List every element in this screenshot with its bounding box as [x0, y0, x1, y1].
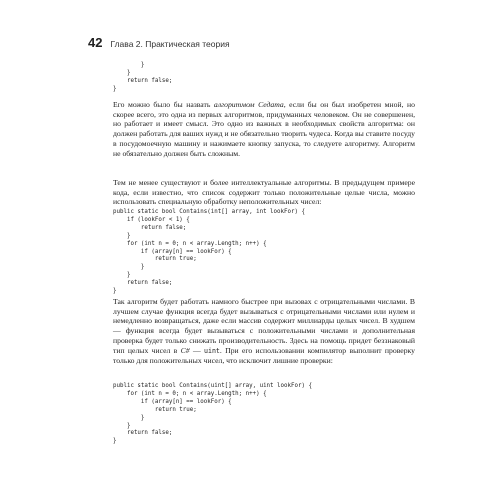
code-block-contains-uint: public static bool Contains(uint[] array, uint lookFor) { for (int n = 0; n < array.Length; n++) { if (array[n] == lookFor) { return true; } } return false; } [113, 383, 312, 445]
code-block-fragment: } } return false; } [113, 62, 173, 92]
language-name-italic: C# [180, 345, 190, 355]
paragraph-text: — [189, 345, 204, 355]
code-block-contains-int: public static bool Contains(int[] array, int lookFor) { if (lookFor < 1) { return false; } for (int n = 0; n < array.Length; n++) { if (array[n] == lookFor) { return true; } } return false; } [113, 209, 305, 295]
paragraph-text: Его можно было бы назвать [113, 100, 214, 109]
paragraph-text: Так алгоритм будет работать намного быстрее при вызовах с отрицательными числами. В лучшем случае функция всегда будет вызываться с отрицательными числами или нулем и немедленно возвращаться, даже если массив содержит миллиарды целых чисел. В худшем — функция всегда будет вызываться с положительными числами и дополнительная проверка будет только снижать производительность. Здесь на помощь придет беззнаковый тип целых чисел в [113, 297, 415, 355]
paragraph-text: . При его использовании компилятор выполнит проверку только для положительных чисел, что исключит лишние проверки: [113, 345, 416, 366]
paragraph-smarter-algorithms: Тем не менее существуют и более интеллектуальные алгоритмы. В предыдущем примере кода, если известно, что список содержит только положительные целые числа, можно использовать специальную обработку неположительных чисел: [113, 178, 415, 207]
page-number: 42 [88, 35, 103, 50]
algorithm-name-italic: алгоритмом Седата [213, 100, 284, 109]
chapter-title: Глава 2. Практическая теория [110, 39, 230, 49]
inline-code-uint: uint [204, 346, 220, 355]
paragraph-uint-explanation [113, 297, 415, 366]
paragraph-text: , если бы он был изобретен мной, но скорее всего, это одна из первых алгоритмов, придуманных человеком. Он не совершенен, но работает и имеет смысл. Это одно из важных в необходимых свойств алгоритма: он должен работать для ваших нужд и не обязательно творить чудеса. Когда вы ставите посуду в посудомоечную машину и нажимаете кнопку запуска, то следуете алгоритму. Алгоритм не обязательно должен быть сложным. [113, 100, 416, 158]
paragraph-sedat-algorithm [113, 100, 415, 158]
page-header [88, 35, 230, 49]
